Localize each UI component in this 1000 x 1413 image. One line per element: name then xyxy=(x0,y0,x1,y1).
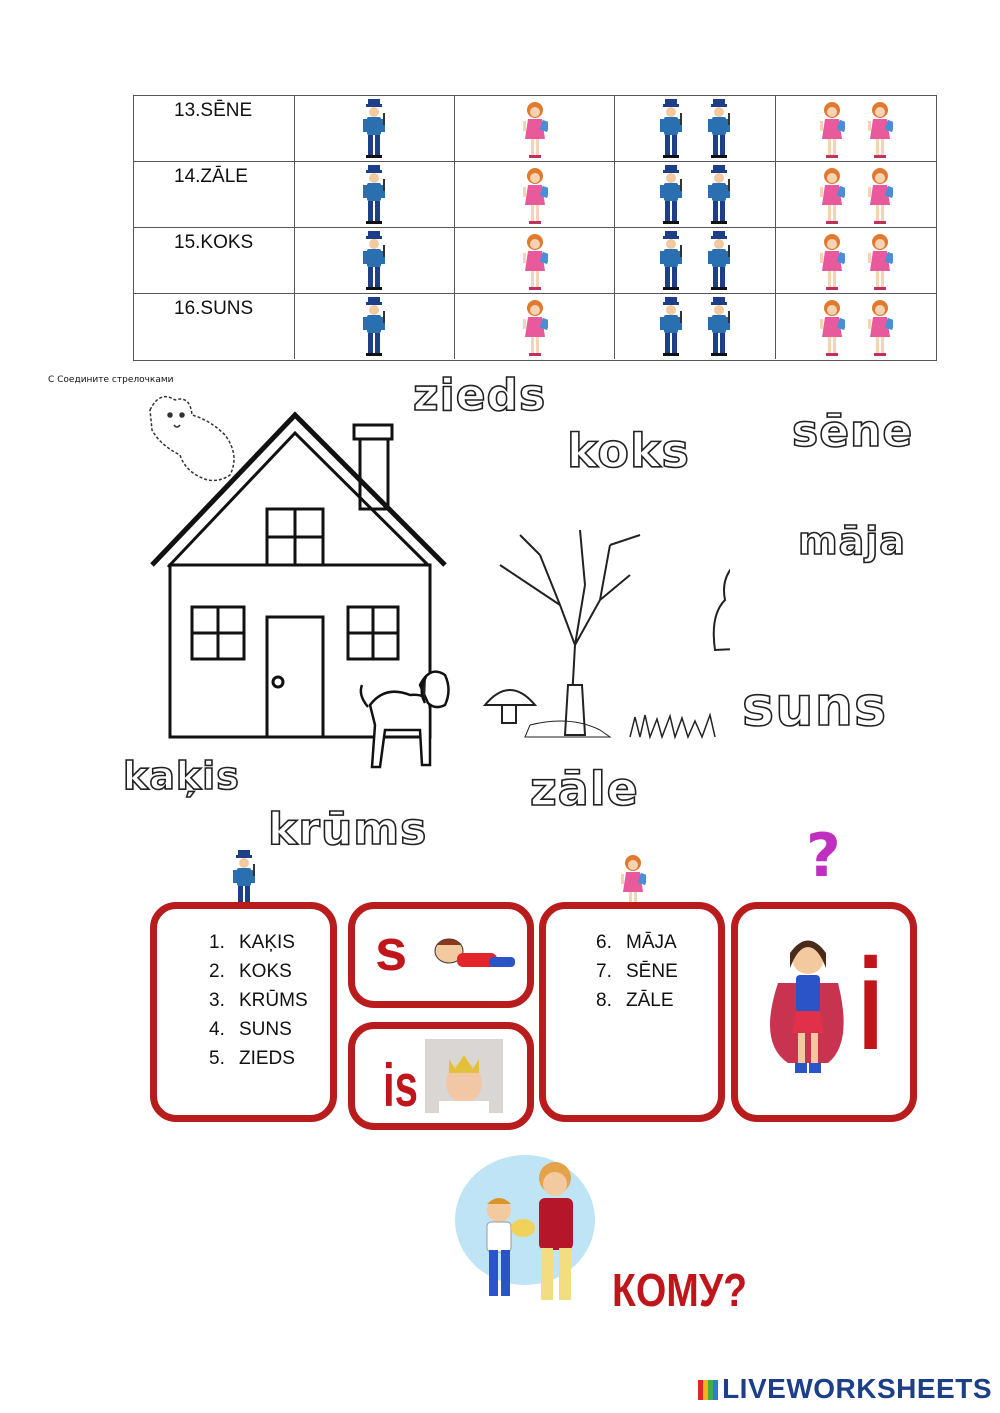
policeman-icon xyxy=(361,231,387,291)
girl-icon xyxy=(819,99,845,159)
row-word: 15.KOKS xyxy=(134,228,295,293)
answer-cell-one-policeman[interactable] xyxy=(295,96,455,161)
table-row xyxy=(134,228,936,294)
policeman-icon xyxy=(706,165,732,225)
answer-cell-two-girls[interactable] xyxy=(776,162,936,227)
answer-cell-two-girls[interactable] xyxy=(776,96,936,161)
logo-icon xyxy=(698,1380,718,1400)
word-kakis[interactable]: kaķis xyxy=(123,754,240,798)
list-item: 1. KAĶIS xyxy=(209,932,295,953)
masculine-box xyxy=(150,902,337,1122)
word-krums[interactable]: krūms xyxy=(268,804,428,855)
girl-icon xyxy=(867,165,893,225)
policeman-icon xyxy=(361,99,387,159)
policeman-icon xyxy=(706,231,732,291)
answer-cell-one-girl[interactable] xyxy=(455,162,615,227)
word-sene[interactable]: sēne xyxy=(792,406,914,457)
woman-and-boy-illustration xyxy=(455,1150,615,1310)
word-maja[interactable]: māja xyxy=(798,519,906,563)
ending-is-box xyxy=(348,1022,534,1130)
sleeping-child-icon xyxy=(427,929,519,985)
answer-cell-one-girl[interactable] xyxy=(455,294,615,359)
ending-i-box xyxy=(731,902,917,1122)
question-mark-icon: ? xyxy=(806,821,841,891)
list-item: 2. KOKS xyxy=(209,961,292,982)
answer-cell-two-policemen[interactable] xyxy=(615,96,775,161)
ending-s: s xyxy=(375,918,408,983)
answer-cell-two-policemen[interactable] xyxy=(615,294,775,359)
policeman-icon xyxy=(706,297,732,357)
girl-icon xyxy=(867,231,893,291)
answer-cell-two-policemen[interactable] xyxy=(615,228,775,293)
row-word: 14.ZĀLE xyxy=(134,162,295,227)
answer-cell-two-girls[interactable] xyxy=(776,294,936,359)
list-item: 6. MĀJA xyxy=(596,932,677,953)
word-zale[interactable]: zāle xyxy=(530,762,639,816)
girl-icon xyxy=(522,99,548,159)
row-word: 13.SĒNE xyxy=(134,96,295,161)
table-row xyxy=(134,294,936,359)
girl-icon xyxy=(867,99,893,159)
list-item: 4. SUNS xyxy=(209,1019,292,1040)
answer-cell-two-girls[interactable] xyxy=(776,228,936,293)
girl-icon xyxy=(522,231,548,291)
word-suns[interactable]: suns xyxy=(742,675,888,738)
policeman-icon xyxy=(361,165,387,225)
word-table xyxy=(133,95,937,361)
list-item: 7. SĒNE xyxy=(596,961,678,982)
superhero-girl-icon xyxy=(758,923,858,1093)
answer-cell-two-policemen[interactable] xyxy=(615,162,775,227)
policeman-icon xyxy=(658,231,684,291)
answer-cell-one-policeman[interactable] xyxy=(295,294,455,359)
list-item: 5. ZIEDS xyxy=(209,1048,295,1069)
ending-i: i xyxy=(858,931,884,1077)
mushroom-drawing xyxy=(485,690,535,723)
policeman-icon xyxy=(231,850,257,910)
cat-drawing xyxy=(150,397,234,481)
girl-icon xyxy=(522,297,548,357)
list-item: 8. ZĀLE xyxy=(596,990,674,1011)
crowned-child-photo xyxy=(425,1039,503,1113)
feminine-word-list xyxy=(546,909,718,1015)
girl-icon xyxy=(867,297,893,357)
policeman-icon xyxy=(658,297,684,357)
policeman-icon xyxy=(706,99,732,159)
girl-icon xyxy=(819,297,845,357)
instruction-text: С Соедините стрелочками xyxy=(48,375,174,385)
answer-cell-one-girl[interactable] xyxy=(455,228,615,293)
house-drawing xyxy=(152,415,445,737)
row-word: 16.SUNS xyxy=(134,294,295,359)
ending-s-box xyxy=(348,902,534,1008)
policeman-icon xyxy=(658,165,684,225)
ending-is: is xyxy=(383,1052,419,1119)
answer-cell-one-girl[interactable] xyxy=(455,96,615,161)
answer-cell-one-policeman[interactable] xyxy=(295,162,455,227)
word-koks[interactable]: koks xyxy=(567,424,690,478)
grass-drawing xyxy=(630,715,715,737)
policeman-icon xyxy=(361,297,387,357)
liveworksheets-logo[interactable] xyxy=(698,1373,992,1405)
policeman-icon xyxy=(658,99,684,159)
list-item: 3. KRŪMS xyxy=(209,990,308,1011)
komu-question: КОМУ? xyxy=(612,1264,748,1316)
logo-text: LIVEWORKSHEETS xyxy=(722,1373,992,1404)
feminine-box xyxy=(539,902,725,1122)
table-row xyxy=(134,96,936,162)
girl-icon xyxy=(819,231,845,291)
girl-icon xyxy=(522,165,548,225)
bush-drawing xyxy=(714,547,730,650)
girl-icon xyxy=(819,165,845,225)
word-zieds[interactable]: zieds xyxy=(413,370,547,421)
table-row xyxy=(134,162,936,228)
answer-cell-one-policeman[interactable] xyxy=(295,228,455,293)
masculine-word-list xyxy=(157,909,330,1073)
